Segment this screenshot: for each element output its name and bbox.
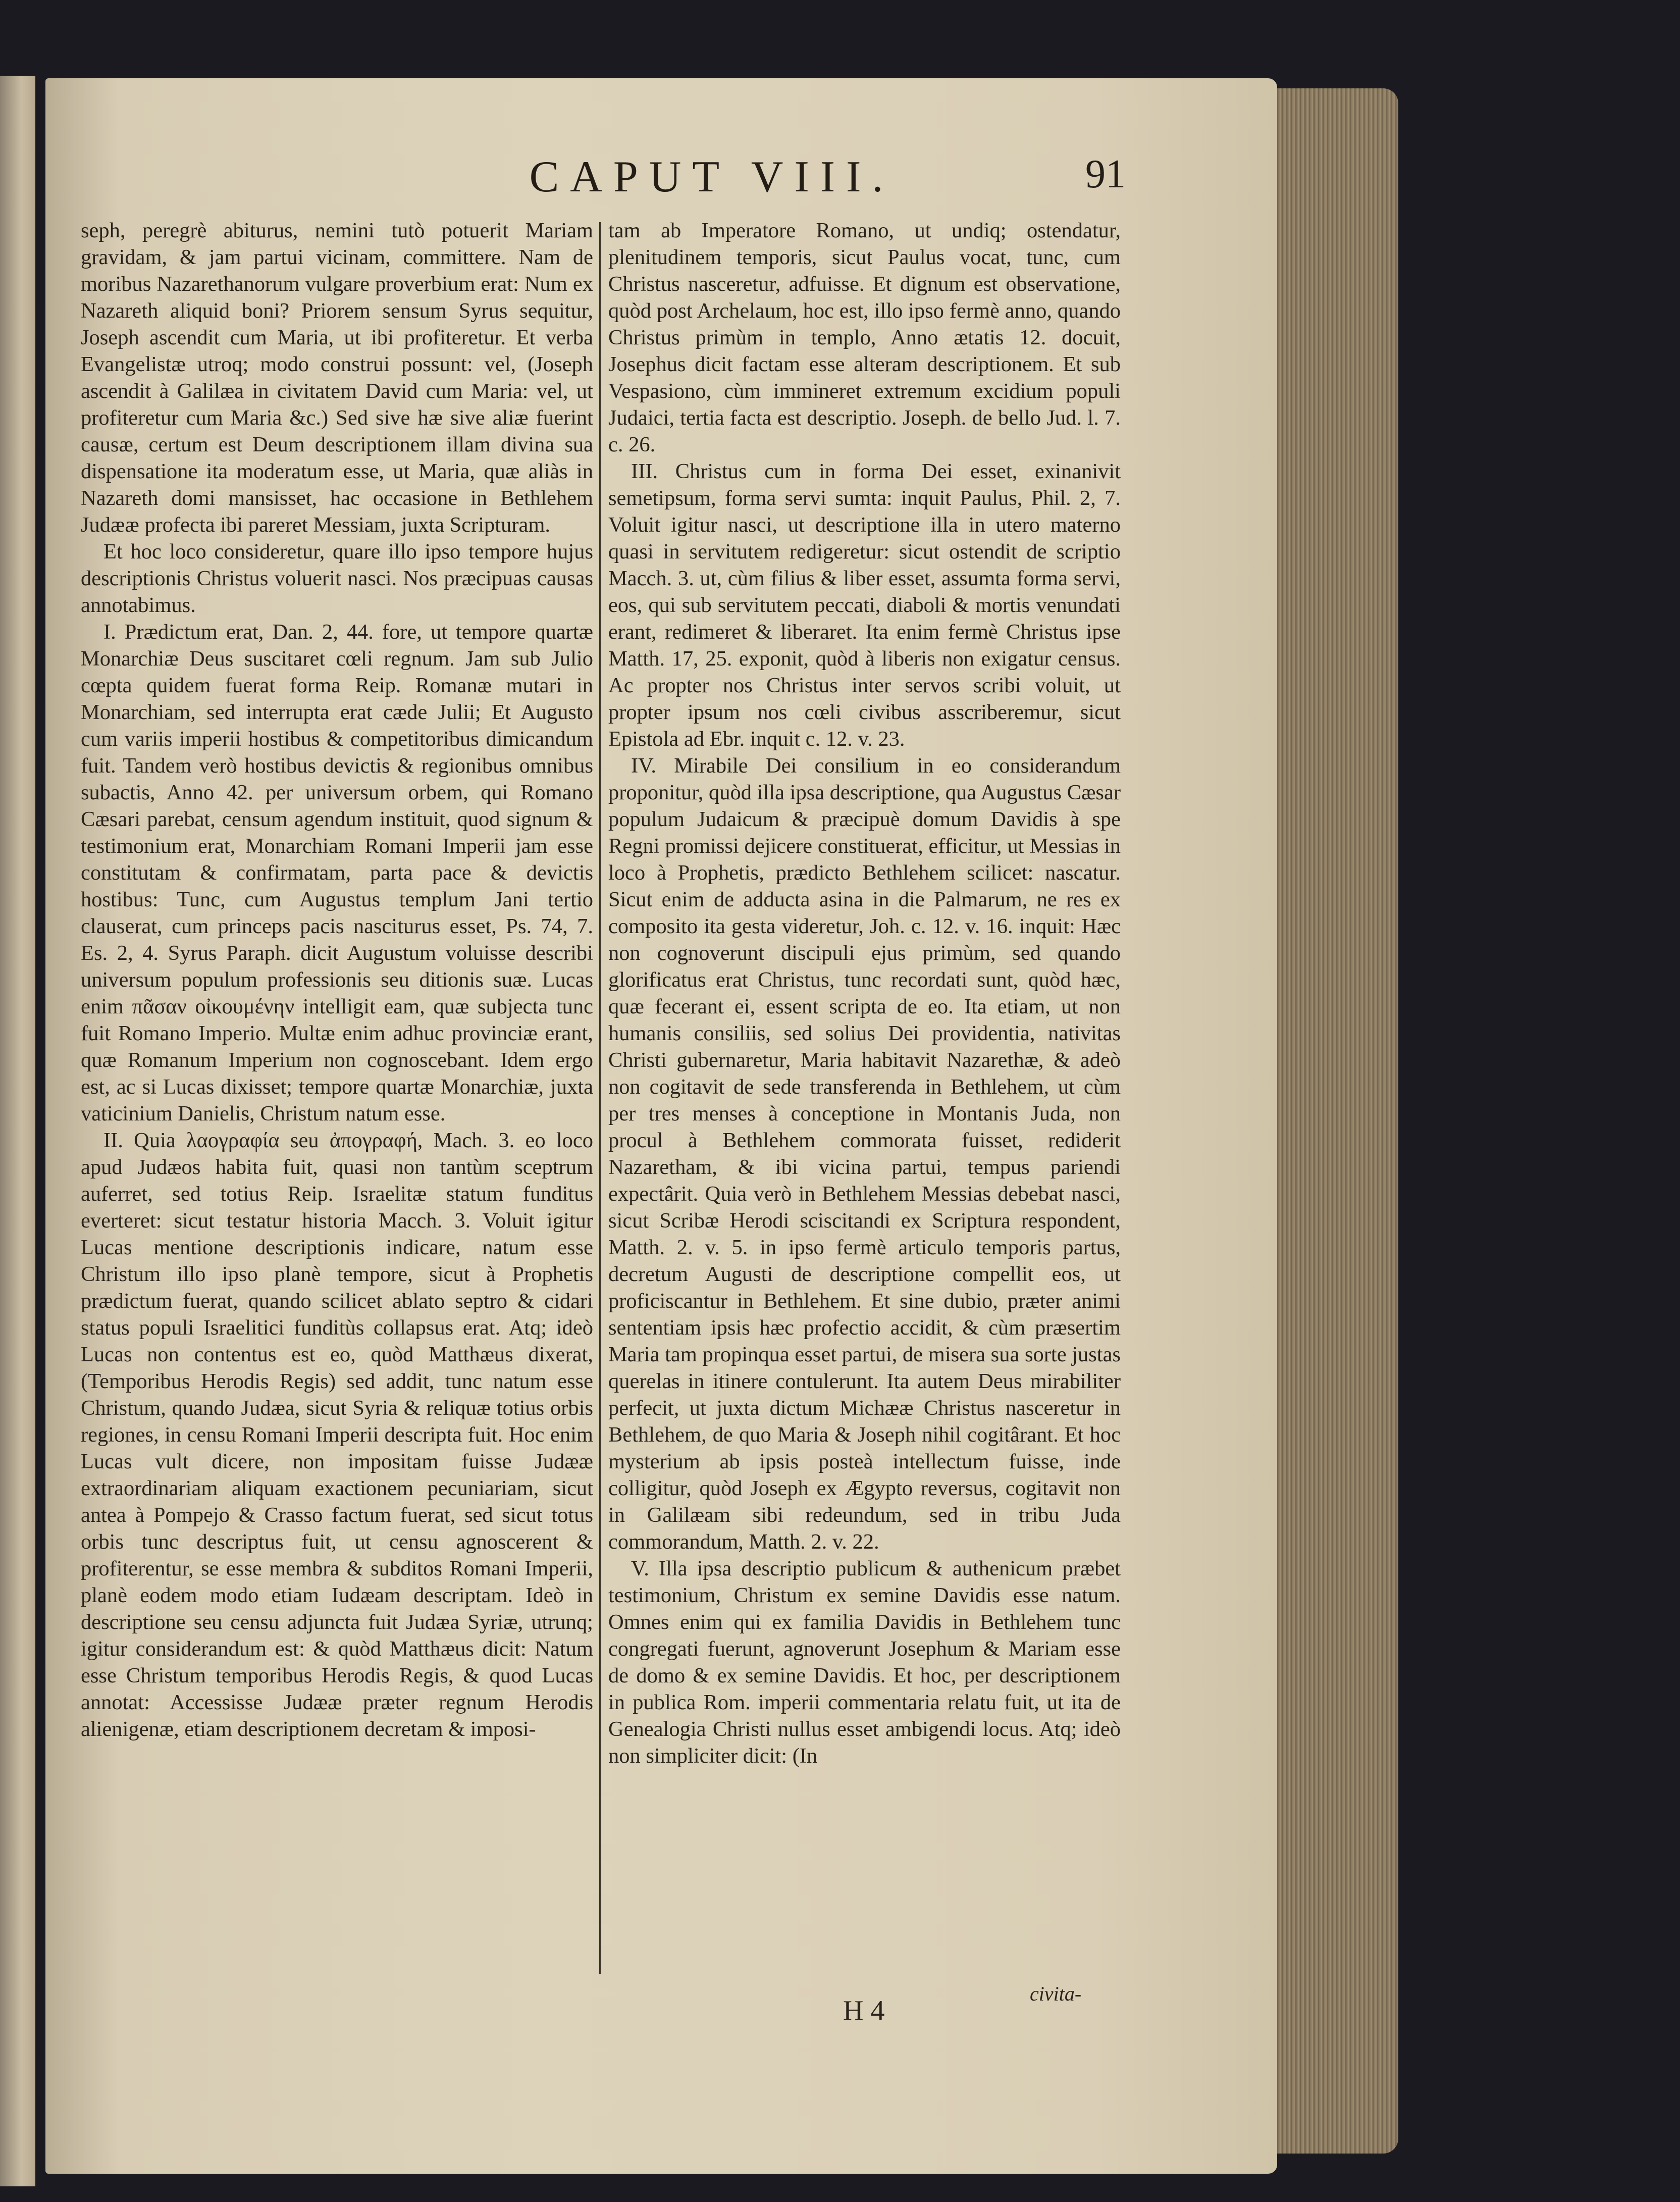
left-column — [81, 217, 593, 1994]
paragraph: II. Quia λαογραφία seu ἀπογραφή, Mach. 3. eo loco apud Judæos habita fuit, quasi non tantùm sceptrum auferret, sed totius Reip. Israelitæ statum funditus everteret: sicut testatur historia Macch. 3. Voluit igitur Lucas mentione descriptionis indicare, natum esse Christum illo ipso planè tempore, sicut à Prophetis prædictum fuerat, quando scilicet ablato septro & cidari status populi Israelitici funditùs collapsus erat. Atq; ideò Lucas non contentus est eo, quòd Matthæus dixerat, (Temporibus Herodis Regis) sed addit, tunc natum esse Christum, quando Judæa, sicut Syria & reliquæ totius orbis regiones, in censu Romani Imperii descripta fuit. Hoc enim Lucas vult dicere, non impositam fuisse Judææ extraordinariam aliquam exactionem pecuniariam, sicut antea à Pompejo & Crasso factum fuerat, sed sicut totus orbis tunc descriptus fuit, ut censu agnoscerent & profiterentur, se esse membra & subditos Romani Imperii, planè eodem modo etiam Iudæam descriptam. Ideò in descriptione seu censu adjuncta fuit Judæa Syriæ, utrunq; igitur considerandum est: & quòd Matthæus dicit: Natum esse Christum temporibus Herodis Regis, & quod Lucas annotat: Accessisse Judææ præter regnum Herodis alienigenæ, etiam descriptionem decretam & imposi- — [81, 1129, 593, 1741]
catchword: civita- — [1030, 1982, 1082, 2005]
paragraph: IV. Mirabile Dei consilium in eo considerandum proponitur, quòd illa ipsa descriptione, qua Augustus Cæsar populum Judaicum & præcipuè domum Davidis à spe Regni promissi dejicere constituerat, efficitur, ut Messias in loco à Prophetis, prædicto Bethlehem scilicet: nascatur. Sicut enim de adducta asina in die Palmarum, ne res ex composito ita gesta videretur, Joh. c. 12. v. 16. inquit: Hæc non cognoverunt discipuli ejus primùm, sed quando glorificatus erat Christus, tunc recordati sunt, quòd hæc, quæ fecerant ei, essent scripta de eo. Ita etiam, ut non humanis consiliis, sed solius Dei providentia, nativitas Christi gubernaretur, Maria habitavit Nazarethæ, & adeò non cogitavit de sede transferenda in Bethlehem, ut cùm per tres menses à conceptione in Montanis Juda, non procul à Bethlehem commorata fuisset, rediderit Nazaretham, & ibi vicina partui, tempus pariendi expectârit. Quia verò in Bethlehem Messias debebat nasci, sicut Scribæ Herodi sciscitandi ex Scriptura respondent, Matth. 2. v. 5. in ipso fermè articulo temporis partus, decretum Augusti de descriptione compellit eos, ut proficiscantur in Bethlehem. Et sine dubio, præter animi sententiam ipsis hæc profectio accidit, & cùm præsertim Maria tam propinqua esset partui, de misera sua sorte justas querelas in itinere contulerunt. Ita autem Deus mirabiliter perfecit, ut juxta dictum Michææ Christus nasceretur in Bethlehem, de quo Maria & Joseph nihil cogitârant. Et hoc mysterium ab ipsis posteà intellectum fuisse, inde colligitur, quòd Joseph ex Ægypto reversus, cogitavit non in Galilæam sibi redeundum, sed in tribu Juda commorandum, Matth. 2. v. 22. — [608, 754, 1121, 1554]
paragraph: tam ab Imperatore Romano, ut undiq; ostendatur, plenitudinem temporis, sicut Paulus vocat, tunc, cum Christus nasceretur, adfuisse. Et dignum est observatione, quòd post Archelaum, hoc est, illo ipso fermè anno, quando Christus primùm in templo, Anno ætatis 12. docuit, Josephus dicit factam esse alteram descriptionem. Et sub Vespasiono, cùm immineret extremum excidium populi Judaici, tertia facta est descriptio. Joseph. de bello Jud. l. 7. c. 26. — [608, 219, 1121, 456]
paragraph: Et hoc loco consideretur, quare illo ipso tempore hujus descriptionis Christus voluerit nasci. Nos præcipuas causas annotabimus. — [81, 540, 593, 617]
paragraph: I. Prædictum erat, Dan. 2, 44. fore, ut tempore quartæ Monarchiæ Deus suscitaret cœli regnum. Jam sub Julio cœpta quidem fuerat forma Reip. Romanæ mutari in Monarchiam, sed interrupta erat cæde Julii; Et Augusto cum variis imperii hostibus & competitoribus dimicandum fuit. Tandem verò hostibus devictis & regionibus omnibus subactis, Anno 42. per universum orbem, qui Romano Cæsari parebat, censum agendum instituit, quod signum & testimonium erat, Monarchiam Romani Imperii jam esse constitutam & confirmatam, parta pace & devictis hostibus: Tunc, cum Augustus templum Jani tertio clauserat, cum princeps pacis nasciturus esset, Ps. 74, 7. Es. 2, 4. Syrus Paraph. dicit Augustum voluisse describi universum populum professionis seu ditionis suæ. Lucas enim πᾶσαν οἰκουμένην intelligit eam, quæ subjecta tunc fuit Romano Imperio. Multæ enim adhuc provinciæ erant, quæ Romanum Imperium non cognoscebant. Idem ergo est, ac si Lucas dixisset; tempore quartæ Monarchiæ, juxta vaticinium Danielis, Christum natum esse. — [81, 620, 593, 1125]
running-head: CAPUT VIII. — [529, 152, 895, 201]
facing-page-edge — [0, 76, 35, 2186]
paragraph: seph, peregrè abiturus, nemini tutò potuerit Mariam gravidam, & jam partui vicinam, committere. Nam de moribus Nazarethanorum vulgare proverbium erat: Num ex Nazareth aliquid boni? Priorem sensum Syrus sequitur, Joseph ascendit cum Maria, ut ibi profiteretur. Et verba Evangelistæ utroq; modo construi possunt: vel, (Joseph ascendit à Galilæa in civitatem David cum Maria: vel, ut profiteretur cum Maria &c.) Sed sive hæ sive aliæ fuerint causæ, certum est Deum descriptionem illam divina sua dispensatione ita moderatum esse, ut Maria, quæ aliàs in Nazareth domi mansisset, hac occasione in Bethlehem Judææ profecta ibi pareret Messiam, juxta Scripturam. — [81, 219, 593, 537]
page-number: 91 — [1085, 152, 1126, 196]
column-divider — [599, 222, 601, 1974]
paragraph: III. Christus cum in forma Dei esset, exinanivit semetipsum, forma servi sumta: inquit Paulus, Phil. 2, 7. Voluit igitur nasci, ut descriptione illa in utero materno quasi in servitutem redigeretur: sicut ostendit de scriptio Macch. 3. ut, cùm filius & liber esset, assumta forma servi, eos, qui sub servitutem peccati, diaboli & mortis venundati erant, redimeret & liberaret. Ita enim fermè Christus ipse Matth. 17, 25. exponit, quòd à liberis non exigatur census. Ac propter nos Christus inter servos scribi voluit, ut propter ipsum nos cœli civibus asscriberemur, sicut Epistola ad Ebr. inquit c. 12. v. 23. — [608, 459, 1121, 751]
paragraph: V. Illa ipsa descriptio publicum & authenicum præbet testimonium, Christum ex semine Davidis esse natum. Omnes enim qui ex familia Davidis in Bethlehem tunc congregati fuerunt, agnoverunt Josephum & Mariam esse de domo & ex semine Davidis. Et hoc, per descriptionem in publica Rom. imperii commentaria relatu fuit, ut ita de Genealogia Christi nullus esset ambigendi locus. Atq; ideò non simpliciter dicit: (In — [608, 1557, 1121, 1768]
signature-mark: H 4 — [843, 1995, 885, 2026]
right-column — [608, 217, 1121, 1994]
